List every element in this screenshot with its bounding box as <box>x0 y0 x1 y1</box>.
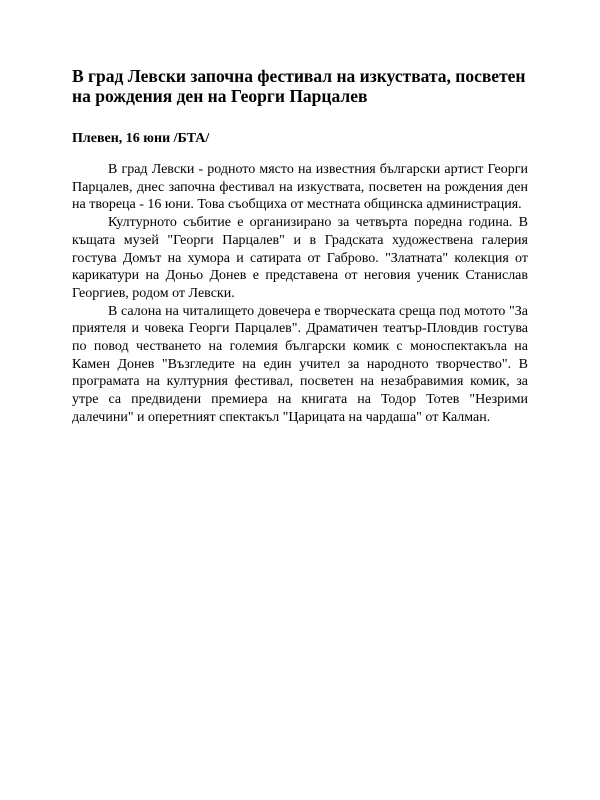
article-paragraph: В салона на читалището довечера е творческата среща под мотото "За приятеля и човека Георги Парцалев". Драматичен театър-Пловдив гостува по повод честването на големия български комик с моноспектакъла на Камен Донев "Възгледите на един учител за народното творчество". В програмата на културния фестивал, посветен на незабравимия комик, за утре са предвидени премиера на книгата на Тодор Тотев "Незрими далечини" и оперетният спектакъл "Царицата на чардаша" от Калман. <box>72 303 528 425</box>
article-title: В град Левски започна фестивал на изкуствата, посветен на рождения ден на Георги Парцалев <box>72 66 526 106</box>
article-dateline: Плевен, 16 юни /БТА/ <box>72 131 210 146</box>
article-paragraph: В град Левски - родното място на известния български артист Георги Парцалев, днес започна фестивал на изкуствата, посветен на рождения ден на твореца - 16 юни. Това съобщиха от местната общинска администрация. <box>72 162 528 213</box>
article-body <box>72 161 528 427</box>
article-paragraph: Културното събитие е организирано за четвърта поредна година. В къщата музей "Георги Парцалев" и в Градската художествена галерия гостува Домът на хумора и сатирата от Габрово. "Златната" колекция от карикатури на Доньо Донев е представена от неговия ученик Станислав Георгиев, родом от Левски. <box>72 215 528 301</box>
